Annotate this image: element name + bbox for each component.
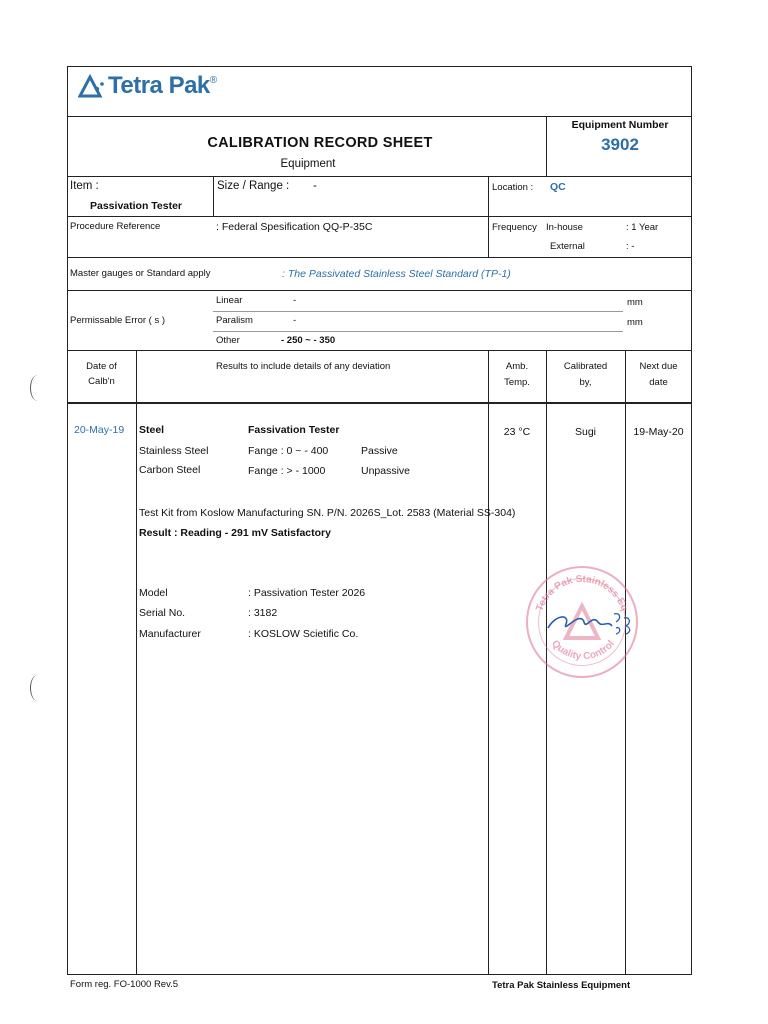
record-tester-label: Fassivation Tester <box>248 424 340 436</box>
equipment-number-value: 3902 <box>601 135 639 154</box>
header-amb-line2: Temp. <box>504 377 530 388</box>
header-date-line2: Calb'n <box>88 376 115 387</box>
record-serial-value: : 3182 <box>248 607 278 619</box>
master-gauges-label: Master gauges or Standard apply <box>70 268 211 279</box>
size-range-value: - <box>313 180 317 192</box>
record-manufacturer-label: Manufacturer <box>139 628 201 640</box>
col-divider-date <box>136 350 137 975</box>
error-line-linear <box>213 311 623 312</box>
tetra-pak-logo <box>78 72 217 100</box>
stamp-graphic <box>526 566 638 678</box>
record-stainless-range: Fange : 0 ~ - 400 <box>248 445 329 457</box>
location-value: QC <box>550 181 566 193</box>
page-title: CALIBRATION RECORD SHEET <box>207 135 433 151</box>
divider-error <box>67 350 692 351</box>
master-gauges-value: : The Passivated Stainless Steel Standard (TP-1) <box>282 268 511 280</box>
record-date: 20-May-19 <box>74 424 125 436</box>
footer-company: Tetra Pak Stainless Equipment <box>492 980 631 991</box>
inhouse-label: In-house <box>546 222 583 233</box>
binder-hole-top <box>30 375 45 401</box>
external-label: External <box>550 241 585 252</box>
form-registration: Form reg. FO-1000 Rev.5 <box>70 979 179 990</box>
registered-mark: ® <box>209 74 218 86</box>
item-value: Passivation Tester <box>90 200 183 212</box>
procedure-label: Procedure Reference <box>70 221 161 232</box>
record-calibrated-by: Sugi <box>574 426 596 438</box>
frequency-label: Frequency <box>492 222 537 233</box>
svg-text:Tetra Pak Stainless Eq: Tetra Pak Stainless Eq <box>534 573 630 613</box>
size-range-label: Size / Range : <box>217 180 290 192</box>
header-amb-line1: Amb. <box>505 361 529 372</box>
record-carbon-result: Unpassive <box>361 465 411 477</box>
record-test-kit: Test Kit from Koslow Manufacturing SN. P/N. 2026S_Lot. 2583 (Material SS-304) <box>139 507 516 519</box>
error-line-paralism <box>213 331 623 332</box>
record-amb-temp: 23 °C <box>503 426 531 438</box>
record-next-due: 19-May-20 <box>633 426 684 438</box>
inhouse-value: : 1 Year <box>626 222 659 233</box>
header-calibrated-line2: by, <box>579 377 592 388</box>
item-label: Item : <box>70 180 99 192</box>
record-manufacturer-value: : KOSLOW Scietific Co. <box>248 628 359 640</box>
divider-master <box>67 290 692 291</box>
error-other-value: - 250 ~ - 350 <box>281 335 336 346</box>
error-paralism-value: - <box>293 315 297 326</box>
error-other-name: Other <box>216 335 240 346</box>
divider-logo <box>67 116 692 117</box>
error-linear-value: - <box>293 295 297 306</box>
external-value: : - <box>626 241 635 252</box>
error-paralism-name: Paralism <box>216 315 253 326</box>
divider-procedure <box>67 257 692 258</box>
error-linear-name: Linear <box>216 295 243 306</box>
logo-text: Tetra Pak <box>108 72 210 99</box>
tetra-pak-triangle-icon <box>78 74 106 98</box>
header-next-due-line2: date <box>649 377 668 388</box>
divider-item <box>67 216 692 217</box>
record-serial-label: Serial No. <box>139 607 186 619</box>
header-date-line1: Date of <box>86 361 117 372</box>
procedure-value: : Federal Spesification QQ-P-35C <box>216 221 373 233</box>
permissable-error-label: Permissable Error ( s ) <box>70 315 166 326</box>
divider-table-header <box>67 402 692 404</box>
location-label: Location : <box>492 182 534 193</box>
svg-text:Quality Control: Quality Control <box>549 638 617 663</box>
error-linear-unit: mm <box>627 297 643 308</box>
record-model-value: : Passivation Tester 2026 <box>248 587 366 599</box>
page-subtitle: Equipment <box>280 158 336 170</box>
divider-size <box>213 176 214 216</box>
col-divider-results <box>488 350 489 975</box>
divider-title <box>67 176 692 177</box>
record-carbon-label: Carbon Steel <box>139 464 201 476</box>
error-paralism-unit: mm <box>627 317 643 328</box>
equipment-number-label: Equipment Number <box>571 119 669 131</box>
record-stainless-label: Stainless Steel <box>139 445 209 457</box>
record-result: Result : Reading - 291 mV Satisfactory <box>139 527 331 539</box>
record-model-label: Model <box>139 587 168 599</box>
header-results: Results to include details of any deviation <box>216 361 391 372</box>
record-stainless-result: Passive <box>361 445 398 457</box>
quality-control-stamp <box>526 566 638 678</box>
divider-equipment-number <box>546 116 547 177</box>
divider-location <box>488 176 489 257</box>
record-carbon-range: Fange : > - 1000 <box>248 465 326 477</box>
header-calibrated-line1: Calibrated <box>563 361 608 372</box>
record-steel-label: Steel <box>139 424 165 436</box>
binder-hole-bottom <box>30 675 45 701</box>
header-next-due-line1: Next due <box>639 361 678 372</box>
